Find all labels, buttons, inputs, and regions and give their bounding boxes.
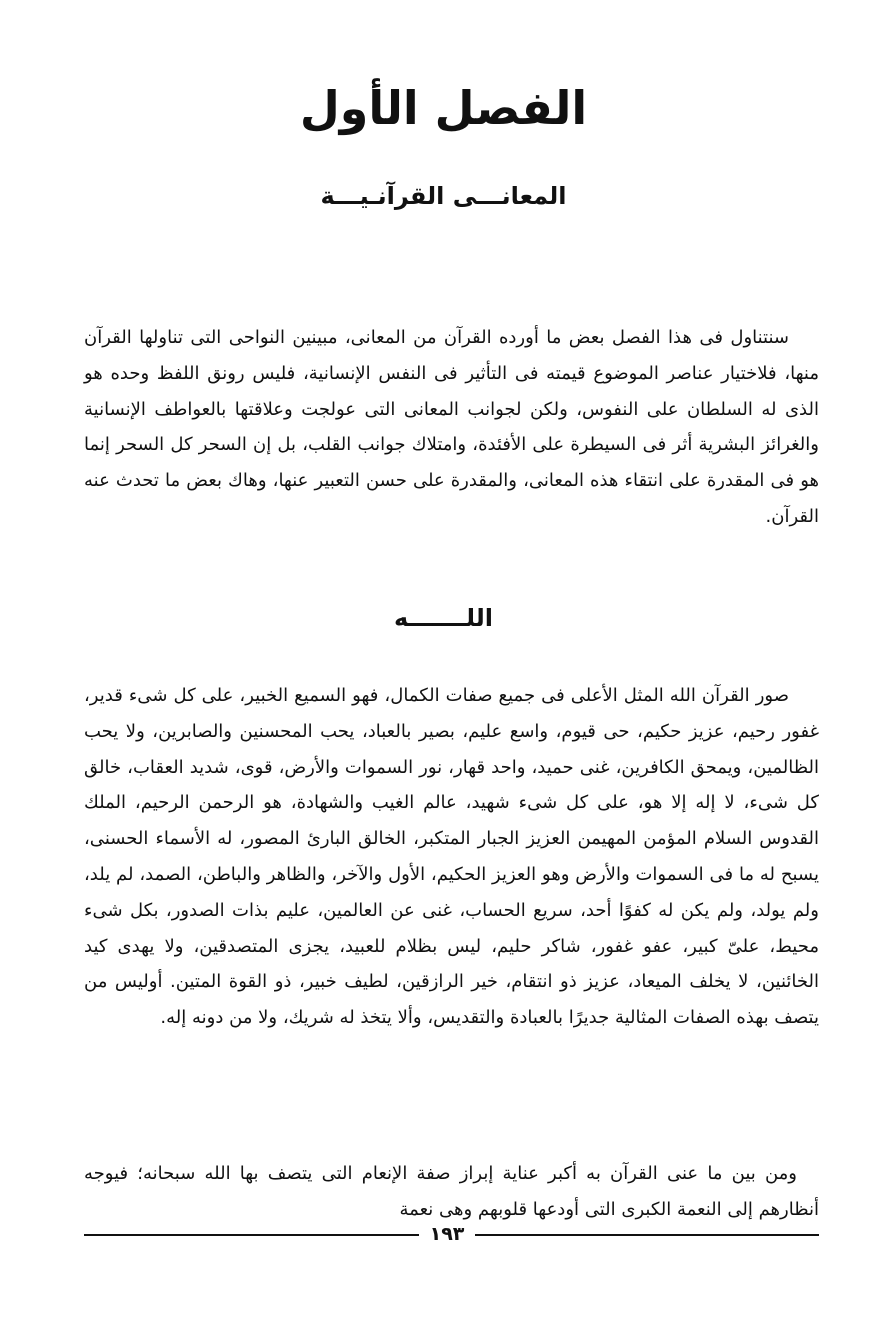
page-number: ١٩٣	[429, 1223, 465, 1245]
footer-rule-left	[84, 1234, 419, 1236]
body-paragraph-continued: ومن بين ما عنى القرآن به أكبر عناية إبراز صفة الإنعام التى يتصف بها الله سبحانه؛ فيوجه أنظارهم إلى النعمة الكبرى التى أودعها قلوبهم وهى نعمة	[84, 1163, 819, 1220]
section-heading: اللـــــــه	[393, 604, 493, 632]
footer-rule-right	[475, 1234, 819, 1236]
chapter-title: الفصل الأول	[299, 81, 588, 135]
intro-paragraph: سنتناول فى هذا الفصل بعض ما أورده القرآن من المعانى، مبينين النواحى التى تناولها القرآن منها، فلاختيار عناصر الموضوع قيمته فى التأثير فى النفس الإنسانية، فليس رونق اللفظ وحده هو الذى له السلطان على النفوس، ولكن لجوانب المعانى التى عولجت وعلاقتها بالعواطف الإنسانية والغرائز البشرية أثر فى السيطرة على الأفئدة، وامتلاك جوانب القلب، بل إن السحر كل السحر إنما هو فى المقدرة على انتقاء هذه المعانى، والمقدرة على حسن التعبير عنها، وهاك بعض ما تحدث عنه القرآن.	[84, 327, 819, 527]
body-paragraph: صور القرآن الله المثل الأعلى فى جميع صفات الكمال، فهو السميع الخبير، على كل شىء قدير، غفور رحيم، عزيز حكيم، حى قيوم، واسع عليم، بصير بالعباد، يحب المحسنين والصابرين، ولا يحب الظالمين، ويمحق الكافرين، غنى حميد، واحد قهار، نور السموات والأرض، قوى، شديد العقاب، خالق كل شىء، لا إله إلا هو، على كل شىء شهيد، عالم الغيب والشهادة، هو الرحمن الرحيم، الملك القدوس السلام المؤمن المهيمن العزيز الجبار المتكبر، الخالق البارئ المصور، له الأسماء الحسنى، يسبح له ما فى السموات والأرض وهو العزيز الحكيم، الأول والآخر، والظاهر والباطن، الصمد، لم يلد، ولم يولد، ولم يكن له كفوًا أحد، سريع الحساب، غنى عن العالمين، عليم بذات الصدور، بكل شىء محيط، علىّ كبير، عفو غفور، شاكر حليم، ليس بظلام للعبيد، يجزى المتصدقين، ولا يهدى كيد الخائنين، لا يخلف الميعاد، عزيز ذو انتقام، خير الرازقين، لطيف خبير، ذو القوة المتين. أوليس من يتصف بهذه الصفات المثالية جديرًا بالعبادة والتقديس، وألا يتخذ له شريك، ولا من دونه إله.	[84, 685, 819, 1029]
chapter-subtitle: المعانـــى القرآنـيـــة	[320, 182, 567, 210]
